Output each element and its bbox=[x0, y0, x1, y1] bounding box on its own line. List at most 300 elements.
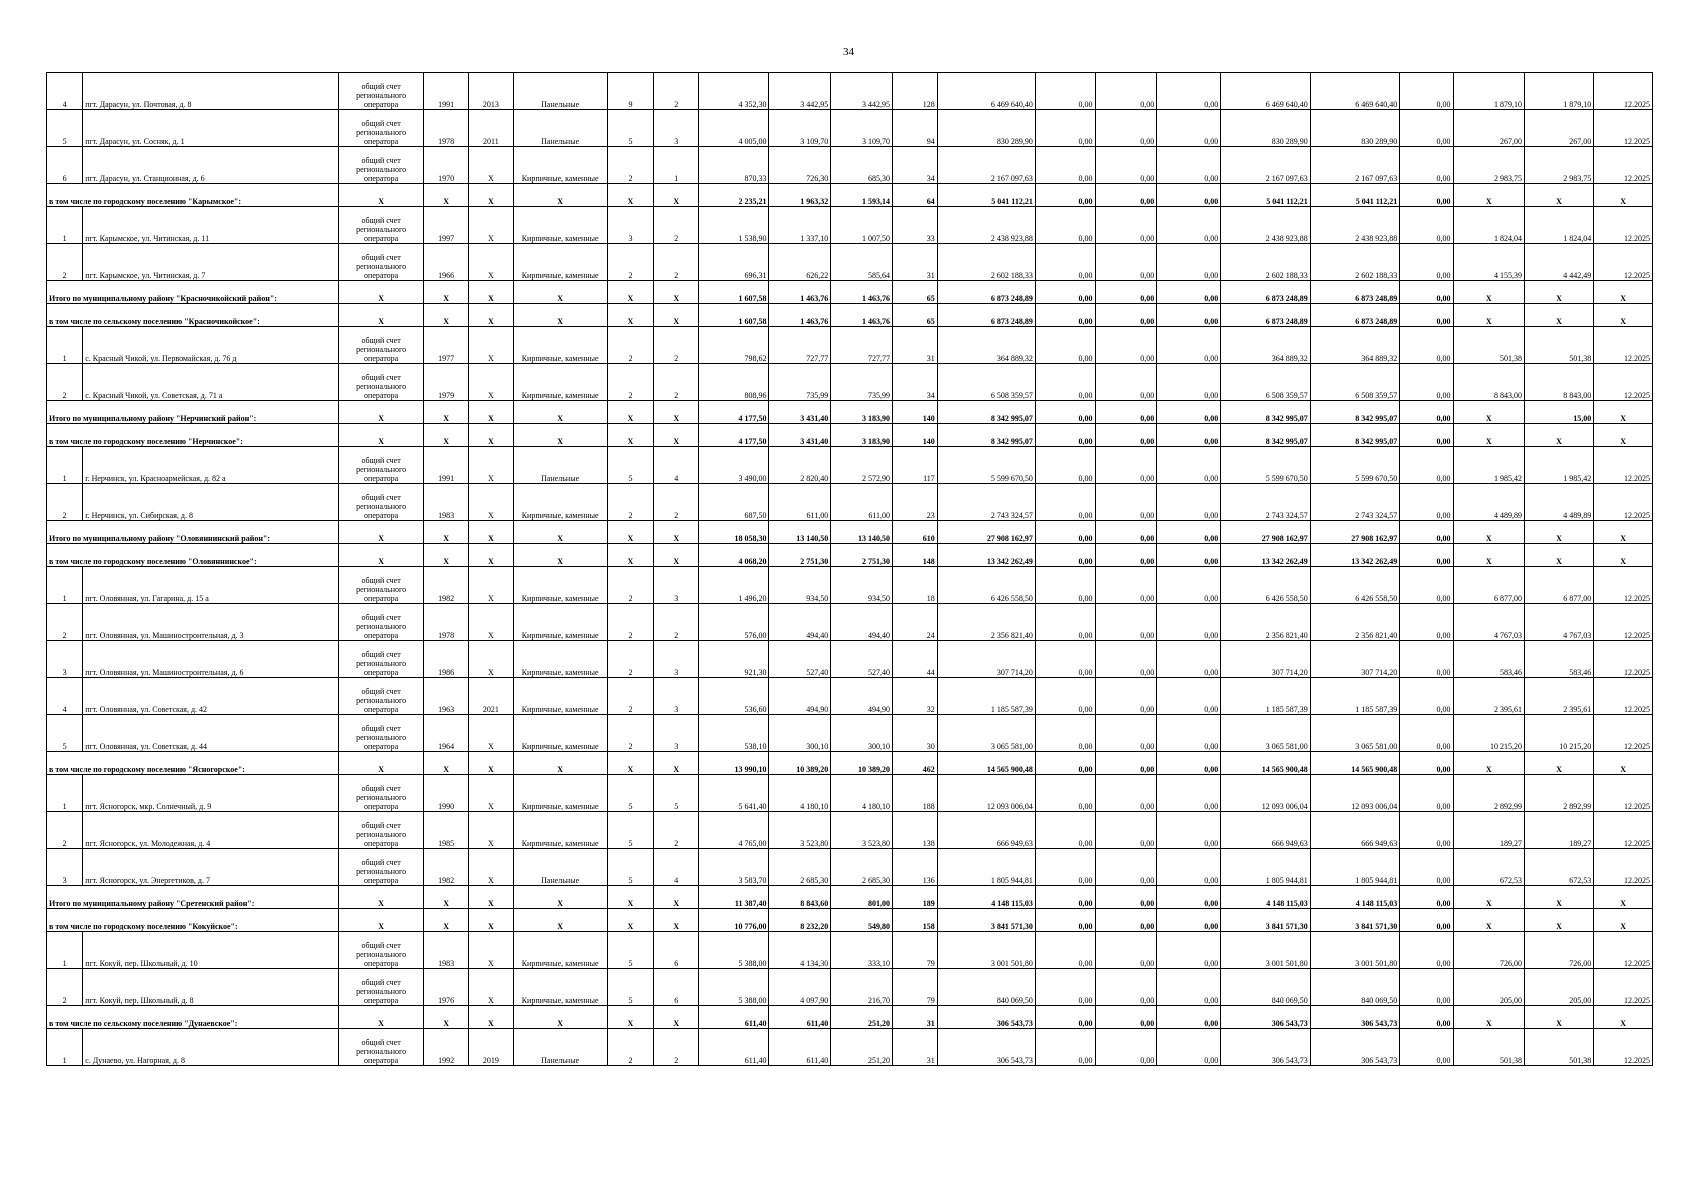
cell-fund_regional: 0,00 bbox=[1095, 678, 1157, 715]
table-row bbox=[47, 327, 1653, 364]
cell-wall_material: X bbox=[513, 544, 607, 567]
table-body bbox=[47, 73, 1653, 1066]
cell-no: 3 bbox=[47, 849, 83, 886]
cell-account: X bbox=[338, 304, 423, 327]
cell-unit_cost: X bbox=[1453, 424, 1524, 447]
cell-wall_material: Кирпичные, каменные bbox=[513, 244, 607, 281]
cell-entrances: 5 bbox=[654, 775, 699, 812]
cell-residents: 79 bbox=[893, 932, 938, 969]
cell-fund_owners_total: 6 426 558,50 bbox=[1310, 567, 1400, 604]
cell-unit_cost: 8 843,00 bbox=[1453, 364, 1524, 401]
cell-fund_federal: 0,00 bbox=[1035, 849, 1095, 886]
cell-fund_other: 0,00 bbox=[1400, 909, 1453, 932]
cell-entrances: 2 bbox=[654, 73, 699, 110]
cell-area_total: 611,40 bbox=[699, 1029, 769, 1066]
cell-area_premises: 4 134,30 bbox=[769, 932, 831, 969]
cell-area_residential: 585,64 bbox=[831, 244, 893, 281]
cell-floors: X bbox=[607, 281, 654, 304]
cell-fund_local: 0,00 bbox=[1157, 147, 1221, 184]
cell-floors: 2 bbox=[607, 641, 654, 678]
cell-residents: 65 bbox=[893, 281, 938, 304]
cell-unit_cost: 583,46 bbox=[1453, 641, 1524, 678]
cell-floors: X bbox=[607, 184, 654, 207]
cell-residents: 117 bbox=[893, 447, 938, 484]
cell-area_total: 687,50 bbox=[699, 484, 769, 521]
cell-fund_local: 0,00 bbox=[1157, 364, 1221, 401]
cell-area_premises: 2 751,30 bbox=[769, 544, 831, 567]
cell-floors: X bbox=[607, 909, 654, 932]
cell-area_premises: 3 442,95 bbox=[769, 73, 831, 110]
cell-account: X bbox=[338, 424, 423, 447]
cell-unit_cost_limit: 501,38 bbox=[1524, 1029, 1593, 1066]
cell-unit_cost_limit: X bbox=[1524, 281, 1593, 304]
cell-account: общий счет регионального оператора bbox=[338, 147, 423, 184]
cell-no: 1 bbox=[47, 567, 83, 604]
cell-area_total: 4 005,00 bbox=[699, 110, 769, 147]
cell-area_premises: 2 820,40 bbox=[769, 447, 831, 484]
cell-deadline: X bbox=[1594, 401, 1653, 424]
cell-fund_regional: 0,00 bbox=[1095, 244, 1157, 281]
cell-entrances: 2 bbox=[654, 207, 699, 244]
cell-deadline: 12.2025 bbox=[1594, 244, 1653, 281]
cell-account: общий счет регионального оператора bbox=[338, 364, 423, 401]
cell-floors: 2 bbox=[607, 715, 654, 752]
cell-no: 3 bbox=[47, 641, 83, 678]
cell-entrances: 6 bbox=[654, 969, 699, 1006]
cell-floors: X bbox=[607, 886, 654, 909]
cell-residents: 148 bbox=[893, 544, 938, 567]
cell-fund_owners: 6 873 248,89 bbox=[1221, 281, 1311, 304]
summary-label: в том числе по сельскому поселению "Красночикойское": bbox=[47, 304, 339, 327]
cell-area_premises: 726,30 bbox=[769, 147, 831, 184]
cell-account: X bbox=[338, 1006, 423, 1029]
cell-fund_owners: 830 289,90 bbox=[1221, 110, 1311, 147]
cell-area_residential: 2 685,30 bbox=[831, 849, 893, 886]
cell-wall_material: X bbox=[513, 401, 607, 424]
summary-row bbox=[47, 909, 1653, 932]
cell-unit_cost_limit: 189,27 bbox=[1524, 812, 1593, 849]
cell-year_overhaul: X bbox=[468, 424, 513, 447]
cell-unit_cost_limit: X bbox=[1524, 909, 1593, 932]
cell-fund_regional: 0,00 bbox=[1095, 909, 1157, 932]
cell-deadline: 12.2025 bbox=[1594, 364, 1653, 401]
cell-deadline: X bbox=[1594, 304, 1653, 327]
cell-fund_local: 0,00 bbox=[1157, 207, 1221, 244]
cell-wall_material: X bbox=[513, 886, 607, 909]
cell-wall_material: Панельные bbox=[513, 849, 607, 886]
cell-address: пгт. Оловянная, ул. Советская, д. 42 bbox=[83, 678, 339, 715]
cell-wall_material: Кирпичные, каменные bbox=[513, 969, 607, 1006]
cell-address: пгт. Кокуй, пер. Школьный, д. 10 bbox=[83, 932, 339, 969]
cell-cost_total: 5 041 112,21 bbox=[937, 184, 1035, 207]
cell-deadline: X bbox=[1594, 424, 1653, 447]
cell-no: 2 bbox=[47, 969, 83, 1006]
cell-deadline: X bbox=[1594, 909, 1653, 932]
cell-fund_owners_total: 14 565 900,48 bbox=[1310, 752, 1400, 775]
cell-year_built: 1977 bbox=[424, 327, 469, 364]
cell-deadline: 12.2025 bbox=[1594, 73, 1653, 110]
cell-deadline: X bbox=[1594, 886, 1653, 909]
summary-label: в том числе по городскому поселению "Оловяннинское": bbox=[47, 544, 339, 567]
cell-fund_owners: 8 342 995,07 bbox=[1221, 401, 1311, 424]
cell-unit_cost: X bbox=[1453, 752, 1524, 775]
cell-area_total: 696,31 bbox=[699, 244, 769, 281]
cell-cost_total: 1 805 944,81 bbox=[937, 849, 1035, 886]
cell-entrances: 6 bbox=[654, 932, 699, 969]
cell-fund_federal: 0,00 bbox=[1035, 281, 1095, 304]
cell-fund_other: 0,00 bbox=[1400, 849, 1453, 886]
cell-fund_regional: 0,00 bbox=[1095, 207, 1157, 244]
cell-fund_federal: 0,00 bbox=[1035, 401, 1095, 424]
cell-year_built: X bbox=[424, 424, 469, 447]
cell-fund_federal: 0,00 bbox=[1035, 932, 1095, 969]
cell-fund_regional: 0,00 bbox=[1095, 567, 1157, 604]
cell-fund_owners: 6 469 640,40 bbox=[1221, 73, 1311, 110]
cell-fund_regional: 0,00 bbox=[1095, 521, 1157, 544]
cell-fund_owners_total: 5 041 112,21 bbox=[1310, 184, 1400, 207]
cell-wall_material: Кирпичные, каменные bbox=[513, 678, 607, 715]
table-row bbox=[47, 484, 1653, 521]
cell-fund_local: 0,00 bbox=[1157, 567, 1221, 604]
cell-unit_cost: 6 877,00 bbox=[1453, 567, 1524, 604]
cell-account: общий счет регионального оператора bbox=[338, 1029, 423, 1066]
cell-year_overhaul: X bbox=[468, 849, 513, 886]
cell-year_built: X bbox=[424, 401, 469, 424]
cell-cost_total: 6 426 558,50 bbox=[937, 567, 1035, 604]
cell-deadline: 12.2025 bbox=[1594, 110, 1653, 147]
cell-fund_local: 0,00 bbox=[1157, 849, 1221, 886]
cell-unit_cost_limit: X bbox=[1524, 424, 1593, 447]
cell-cost_total: 666 949,63 bbox=[937, 812, 1035, 849]
cell-account: общий счет регионального оператора bbox=[338, 73, 423, 110]
cell-fund_owners_total: 840 069,50 bbox=[1310, 969, 1400, 1006]
cell-wall_material: Кирпичные, каменные bbox=[513, 207, 607, 244]
cell-year_built: 1982 bbox=[424, 567, 469, 604]
cell-no: 1 bbox=[47, 775, 83, 812]
summary-row bbox=[47, 521, 1653, 544]
cell-residents: 140 bbox=[893, 401, 938, 424]
cell-unit_cost_limit: 2 395,61 bbox=[1524, 678, 1593, 715]
cell-cost_total: 306 543,73 bbox=[937, 1006, 1035, 1029]
cell-cost_total: 2 167 097,63 bbox=[937, 147, 1035, 184]
cell-fund_regional: 0,00 bbox=[1095, 1006, 1157, 1029]
cell-area_premises: 934,50 bbox=[769, 567, 831, 604]
table-row bbox=[47, 1029, 1653, 1066]
cell-year_built: 1983 bbox=[424, 932, 469, 969]
cell-fund_local: 0,00 bbox=[1157, 521, 1221, 544]
cell-deadline: 12.2025 bbox=[1594, 641, 1653, 678]
cell-year_built: X bbox=[424, 909, 469, 932]
cell-address: пгт. Оловянная, ул. Машиностроительная, д. 3 bbox=[83, 604, 339, 641]
cell-area_residential: 2 572,90 bbox=[831, 447, 893, 484]
cell-entrances: 4 bbox=[654, 849, 699, 886]
cell-floors: 2 bbox=[607, 484, 654, 521]
cell-fund_federal: 0,00 bbox=[1035, 447, 1095, 484]
cell-wall_material: X bbox=[513, 281, 607, 304]
cell-address: с. Красный Чикой, ул. Первомайская, д. 76 д bbox=[83, 327, 339, 364]
cell-fund_owners_total: 6 873 248,89 bbox=[1310, 281, 1400, 304]
cell-no: 2 bbox=[47, 484, 83, 521]
cell-fund_other: 0,00 bbox=[1400, 544, 1453, 567]
cell-area_total: 5 388,00 bbox=[699, 969, 769, 1006]
cell-residents: 94 bbox=[893, 110, 938, 147]
cell-fund_owners: 3 841 571,30 bbox=[1221, 909, 1311, 932]
cell-area_premises: 1 337,10 bbox=[769, 207, 831, 244]
cell-fund_owners_total: 27 908 162,97 bbox=[1310, 521, 1400, 544]
cell-unit_cost_limit: 205,00 bbox=[1524, 969, 1593, 1006]
cell-fund_owners: 6 508 359,57 bbox=[1221, 364, 1311, 401]
cell-unit_cost_limit: 1 879,10 bbox=[1524, 73, 1593, 110]
cell-unit_cost_limit: X bbox=[1524, 886, 1593, 909]
cell-fund_owners_total: 3 841 571,30 bbox=[1310, 909, 1400, 932]
cell-cost_total: 6 469 640,40 bbox=[937, 73, 1035, 110]
cell-cost_total: 5 599 670,50 bbox=[937, 447, 1035, 484]
cell-wall_material: X bbox=[513, 1006, 607, 1029]
cell-wall_material: Кирпичные, каменные bbox=[513, 932, 607, 969]
cell-fund_owners: 14 565 900,48 bbox=[1221, 752, 1311, 775]
cell-area_total: 5 388,00 bbox=[699, 932, 769, 969]
cell-fund_federal: 0,00 bbox=[1035, 73, 1095, 110]
cell-year_overhaul: X bbox=[468, 521, 513, 544]
cell-fund_local: 0,00 bbox=[1157, 281, 1221, 304]
table-row bbox=[47, 364, 1653, 401]
cell-no: 2 bbox=[47, 244, 83, 281]
cell-floors: X bbox=[607, 401, 654, 424]
cell-fund_owners: 4 148 115,03 bbox=[1221, 886, 1311, 909]
cell-year_overhaul: X bbox=[468, 567, 513, 604]
cell-fund_regional: 0,00 bbox=[1095, 969, 1157, 1006]
cell-fund_other: 0,00 bbox=[1400, 484, 1453, 521]
cell-residents: 31 bbox=[893, 1006, 938, 1029]
cell-fund_owners_total: 364 889,32 bbox=[1310, 327, 1400, 364]
cell-wall_material: Кирпичные, каменные bbox=[513, 147, 607, 184]
cell-cost_total: 830 289,90 bbox=[937, 110, 1035, 147]
cell-fund_other: 0,00 bbox=[1400, 775, 1453, 812]
summary-row bbox=[47, 886, 1653, 909]
cell-account: общий счет регионального оператора bbox=[338, 244, 423, 281]
cell-fund_owners_total: 2 438 923,88 bbox=[1310, 207, 1400, 244]
cell-year_overhaul: X bbox=[468, 812, 513, 849]
cell-fund_owners: 13 342 262,49 bbox=[1221, 544, 1311, 567]
cell-area_total: 538,10 bbox=[699, 715, 769, 752]
cell-unit_cost: X bbox=[1453, 304, 1524, 327]
cell-area_total: 611,40 bbox=[699, 1006, 769, 1029]
cell-area_premises: 494,90 bbox=[769, 678, 831, 715]
cell-fund_owners_total: 6 508 359,57 bbox=[1310, 364, 1400, 401]
cell-fund_regional: 0,00 bbox=[1095, 484, 1157, 521]
cell-unit_cost_limit: 4 442,49 bbox=[1524, 244, 1593, 281]
cell-no: 1 bbox=[47, 447, 83, 484]
cell-area_premises: 8 232,20 bbox=[769, 909, 831, 932]
cell-fund_regional: 0,00 bbox=[1095, 886, 1157, 909]
cell-deadline: X bbox=[1594, 521, 1653, 544]
cell-area_total: 4 177,50 bbox=[699, 424, 769, 447]
cell-year_built: 1964 bbox=[424, 715, 469, 752]
cell-residents: 128 bbox=[893, 73, 938, 110]
cell-area_premises: 3 431,40 bbox=[769, 424, 831, 447]
cell-floors: 2 bbox=[607, 244, 654, 281]
cell-cost_total: 12 093 006,04 bbox=[937, 775, 1035, 812]
cell-deadline: 12.2025 bbox=[1594, 484, 1653, 521]
cell-area_residential: 251,20 bbox=[831, 1006, 893, 1029]
cell-unit_cost: 4 767,03 bbox=[1453, 604, 1524, 641]
cell-fund_local: 0,00 bbox=[1157, 327, 1221, 364]
cell-account: X bbox=[338, 886, 423, 909]
cell-unit_cost_limit: 10 215,20 bbox=[1524, 715, 1593, 752]
cell-cost_total: 3 001 501,80 bbox=[937, 932, 1035, 969]
cell-wall_material: X bbox=[513, 752, 607, 775]
cell-entrances: 3 bbox=[654, 110, 699, 147]
cell-entrances: X bbox=[654, 424, 699, 447]
cell-address: пгт. Ясногорск, ул. Молодежная, д. 4 bbox=[83, 812, 339, 849]
cell-fund_local: 0,00 bbox=[1157, 424, 1221, 447]
cell-deadline: X bbox=[1594, 544, 1653, 567]
cell-year_overhaul: X bbox=[468, 184, 513, 207]
cell-entrances: 3 bbox=[654, 715, 699, 752]
cell-year_built: 1985 bbox=[424, 812, 469, 849]
cell-fund_other: 0,00 bbox=[1400, 812, 1453, 849]
cell-fund_federal: 0,00 bbox=[1035, 327, 1095, 364]
cell-fund_federal: 0,00 bbox=[1035, 567, 1095, 604]
cell-year_overhaul: X bbox=[468, 886, 513, 909]
cell-fund_regional: 0,00 bbox=[1095, 849, 1157, 886]
cell-cost_total: 840 069,50 bbox=[937, 969, 1035, 1006]
summary-label: Итого по муниципальному району "Красночикойский район": bbox=[47, 281, 339, 304]
cell-unit_cost: 501,38 bbox=[1453, 1029, 1524, 1066]
cell-wall_material: X bbox=[513, 424, 607, 447]
cell-floors: 2 bbox=[607, 567, 654, 604]
cell-residents: 33 bbox=[893, 207, 938, 244]
cell-no: 1 bbox=[47, 207, 83, 244]
cell-area_total: 3 490,00 bbox=[699, 447, 769, 484]
cell-area_residential: 2 751,30 bbox=[831, 544, 893, 567]
cell-no: 1 bbox=[47, 327, 83, 364]
cell-account: общий счет регионального оператора bbox=[338, 775, 423, 812]
cell-area_premises: 611,40 bbox=[769, 1029, 831, 1066]
cell-year_overhaul: X bbox=[468, 364, 513, 401]
cell-account: общий счет регионального оператора bbox=[338, 207, 423, 244]
cell-fund_other: 0,00 bbox=[1400, 752, 1453, 775]
cell-fund_federal: 0,00 bbox=[1035, 304, 1095, 327]
cell-year_overhaul: X bbox=[468, 484, 513, 521]
cell-deadline: 12.2025 bbox=[1594, 147, 1653, 184]
cell-unit_cost_limit: 15,00 bbox=[1524, 401, 1593, 424]
cell-fund_other: 0,00 bbox=[1400, 364, 1453, 401]
cell-fund_local: 0,00 bbox=[1157, 244, 1221, 281]
cell-fund_other: 0,00 bbox=[1400, 715, 1453, 752]
cell-no: 1 bbox=[47, 932, 83, 969]
cell-residents: 64 bbox=[893, 184, 938, 207]
cell-area_total: 1 538,90 bbox=[699, 207, 769, 244]
cell-cost_total: 2 602 188,33 bbox=[937, 244, 1035, 281]
table-row bbox=[47, 567, 1653, 604]
cell-cost_total: 2 438 923,88 bbox=[937, 207, 1035, 244]
cell-unit_cost: 2 892,99 bbox=[1453, 775, 1524, 812]
cell-address: г. Нерчинск, ул. Красноармейская, д. 82 а bbox=[83, 447, 339, 484]
cell-fund_regional: 0,00 bbox=[1095, 544, 1157, 567]
cell-floors: 9 bbox=[607, 73, 654, 110]
cell-entrances: 2 bbox=[654, 604, 699, 641]
summary-label: в том числе по городскому поселению "Нерчинское": bbox=[47, 424, 339, 447]
cell-wall_material: X bbox=[513, 909, 607, 932]
cell-floors: 5 bbox=[607, 812, 654, 849]
cell-year_built: 1978 bbox=[424, 604, 469, 641]
cell-fund_owners_total: 3 065 581,00 bbox=[1310, 715, 1400, 752]
cell-fund_regional: 0,00 bbox=[1095, 424, 1157, 447]
cell-wall_material: Панельные bbox=[513, 110, 607, 147]
cell-wall_material: Кирпичные, каменные bbox=[513, 604, 607, 641]
cell-area_total: 1 607,58 bbox=[699, 281, 769, 304]
cell-deadline: 12.2025 bbox=[1594, 604, 1653, 641]
cell-year_built: X bbox=[424, 752, 469, 775]
cell-fund_owners: 3 065 581,00 bbox=[1221, 715, 1311, 752]
cell-area_residential: 4 180,10 bbox=[831, 775, 893, 812]
cell-area_residential: 494,40 bbox=[831, 604, 893, 641]
cell-entrances: X bbox=[654, 401, 699, 424]
cell-year_built: 1970 bbox=[424, 147, 469, 184]
cell-fund_regional: 0,00 bbox=[1095, 812, 1157, 849]
cell-fund_local: 0,00 bbox=[1157, 401, 1221, 424]
cell-address: пгт. Оловянная, ул. Советская, д. 44 bbox=[83, 715, 339, 752]
cell-fund_local: 0,00 bbox=[1157, 641, 1221, 678]
cell-year_built: X bbox=[424, 184, 469, 207]
cell-fund_federal: 0,00 bbox=[1035, 110, 1095, 147]
cell-cost_total: 3 841 571,30 bbox=[937, 909, 1035, 932]
cell-unit_cost_limit: 1 985,42 bbox=[1524, 447, 1593, 484]
cell-year_overhaul: X bbox=[468, 544, 513, 567]
cell-floors: X bbox=[607, 521, 654, 544]
summary-row bbox=[47, 281, 1653, 304]
cell-area_total: 5 641,40 bbox=[699, 775, 769, 812]
cell-account: общий счет регионального оператора bbox=[338, 678, 423, 715]
cell-fund_other: 0,00 bbox=[1400, 1006, 1453, 1029]
cell-area_residential: 3 442,95 bbox=[831, 73, 893, 110]
cell-account: общий счет регионального оператора bbox=[338, 932, 423, 969]
cell-fund_federal: 0,00 bbox=[1035, 812, 1095, 849]
cell-year_built: 1982 bbox=[424, 849, 469, 886]
cell-no: 2 bbox=[47, 604, 83, 641]
cell-fund_regional: 0,00 bbox=[1095, 932, 1157, 969]
cell-year_overhaul: X bbox=[468, 207, 513, 244]
cell-fund_other: 0,00 bbox=[1400, 424, 1453, 447]
cell-floors: 5 bbox=[607, 775, 654, 812]
cell-unit_cost_limit: 6 877,00 bbox=[1524, 567, 1593, 604]
cell-no: 1 bbox=[47, 1029, 83, 1066]
cell-floors: 2 bbox=[607, 364, 654, 401]
cell-year_overhaul: X bbox=[468, 244, 513, 281]
cell-fund_regional: 0,00 bbox=[1095, 1029, 1157, 1066]
cell-unit_cost: 2 395,61 bbox=[1453, 678, 1524, 715]
table-row bbox=[47, 207, 1653, 244]
cell-fund_owners_total: 2 356 821,40 bbox=[1310, 604, 1400, 641]
cell-area_premises: 611,40 bbox=[769, 1006, 831, 1029]
cell-area_residential: 333,10 bbox=[831, 932, 893, 969]
cell-area_residential: 549,80 bbox=[831, 909, 893, 932]
cell-deadline: X bbox=[1594, 281, 1653, 304]
cell-residents: 462 bbox=[893, 752, 938, 775]
cell-area_residential: 3 183,90 bbox=[831, 401, 893, 424]
cell-entrances: X bbox=[654, 909, 699, 932]
cell-fund_owners_total: 2 602 188,33 bbox=[1310, 244, 1400, 281]
cell-fund_other: 0,00 bbox=[1400, 1029, 1453, 1066]
cell-year_overhaul: X bbox=[468, 401, 513, 424]
cell-fund_owners: 666 949,63 bbox=[1221, 812, 1311, 849]
cell-account: X bbox=[338, 184, 423, 207]
cell-residents: 610 bbox=[893, 521, 938, 544]
cell-entrances: 2 bbox=[654, 812, 699, 849]
cell-unit_cost: 672,53 bbox=[1453, 849, 1524, 886]
cell-area_residential: 1 593,14 bbox=[831, 184, 893, 207]
